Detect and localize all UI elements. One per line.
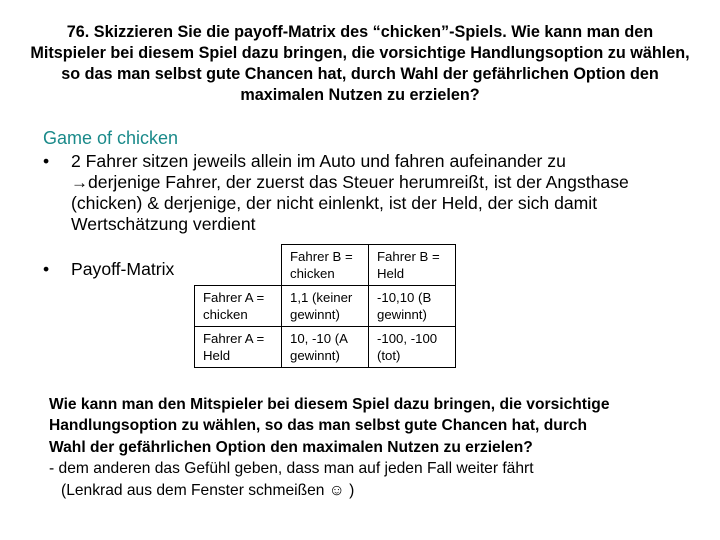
- matrix-header-row: [195, 245, 456, 286]
- bullet-line-2: derjenige Fahrer, der zuerst das Steuer herumreißt, ist der Angsthase (chicken) & derjenige, der nicht einlenkt, ist der Held, der sich damit Wertschätzung verdient: [71, 172, 629, 234]
- answer-block: [49, 394, 709, 501]
- matrix-cell: 10, -10 (A gewinnt): [282, 327, 369, 368]
- matrix-cell: -100, -100 (tot): [369, 327, 456, 368]
- question-line-2: Handlungsoption zu wählen, so das man selbst gute Chancen hat, durch: [49, 417, 588, 435]
- bullet-dot: •: [43, 259, 50, 279]
- arrow-right-icon: →: [71, 173, 88, 192]
- col-header-b-chicken: Fahrer B = chicken: [282, 245, 369, 286]
- matrix-cell: -10,10 (B gewinnt): [369, 286, 456, 327]
- matrix-cell: 1,1 (keiner gewinnt): [282, 286, 369, 327]
- col-header-b-held: Fahrer B = Held: [369, 245, 456, 286]
- section-heading: Game of chicken: [43, 128, 179, 148]
- payoff-matrix: [194, 244, 456, 368]
- bullet-payoff-label: Payoff-Matrix: [71, 259, 175, 279]
- answer-line-2: (Lenkrad aus dem Fenster schmeißen ☺ ): [61, 481, 355, 499]
- bullet-dot: •: [43, 151, 50, 171]
- row-header-a-held: Fahrer A = Held: [195, 327, 282, 368]
- bullet-line-1: 2 Fahrer sitzen jeweils allein im Auto und fahren aufeinander zu: [71, 151, 566, 171]
- question-line-1: Wie kann man den Mitspieler bei diesem Spiel dazu bringen, die vorsichtige: [49, 396, 610, 413]
- matrix-row: [195, 327, 456, 368]
- bullet-text: [71, 151, 681, 235]
- page-title: 76. Skizzieren Sie die payoff-Matrix des “chicken”-Spiels. Wie kann man den Mitspieler bei diesem Spiel dazu bringen, die vorsichtige Handlungsoption zu wählen, so das man selbst gute Chancen hat, durch Wahl der gefährlichen Option den maximalen Nutzen zu erzielen?: [30, 23, 690, 104]
- matrix-row: [195, 286, 456, 327]
- matrix-corner: [195, 245, 282, 286]
- question-line-3: Wahl der gefährlichen Option den maximalen Nutzen zu erzielen?: [49, 438, 533, 456]
- answer-line-1: - dem anderen das Gefühl geben, dass man auf jeden Fall weiter fährt: [49, 460, 534, 478]
- row-header-a-chicken: Fahrer A = chicken: [195, 286, 282, 327]
